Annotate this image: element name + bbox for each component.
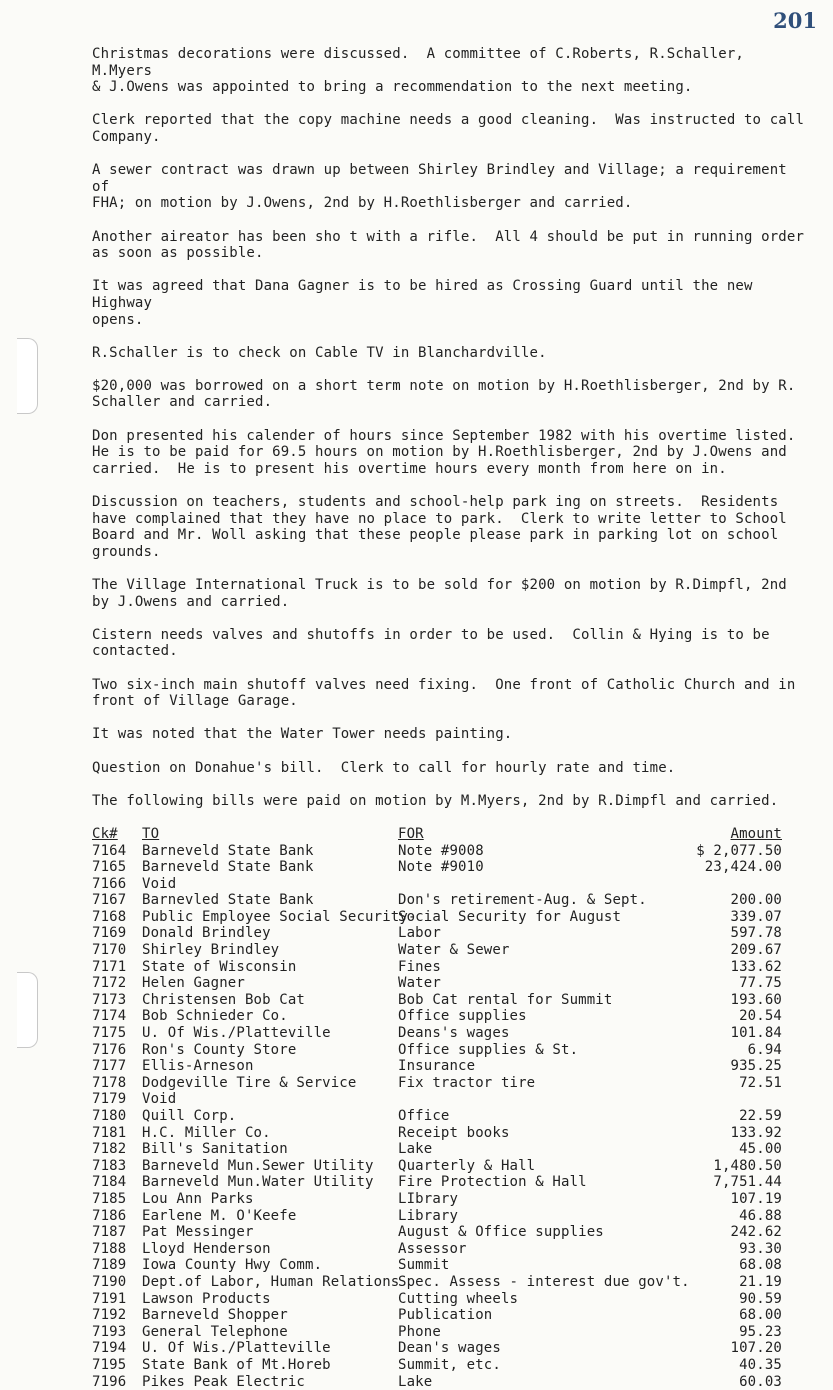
bill-check-number: 7183 bbox=[92, 1158, 142, 1175]
minutes-paragraph: Two six-inch main shutoff valves need fixing. One front of Catholic Church and in front of Village Garage. bbox=[92, 677, 807, 710]
bill-amount: 21.19 bbox=[688, 1274, 782, 1291]
bill-check-number: 7188 bbox=[92, 1241, 142, 1258]
bill-payee: Barnevled State Bank bbox=[142, 892, 398, 909]
header-for: FOR bbox=[398, 826, 688, 843]
bill-check-number: 7196 bbox=[92, 1374, 142, 1390]
bill-row bbox=[92, 1291, 782, 1308]
bill-amount: 22.59 bbox=[688, 1108, 782, 1125]
bill-row bbox=[92, 859, 782, 876]
bill-amount: 95.23 bbox=[688, 1324, 782, 1341]
bill-row bbox=[92, 1241, 782, 1258]
bill-purpose: Receipt books bbox=[398, 1125, 688, 1142]
bill-purpose: Fines bbox=[398, 959, 688, 976]
minutes-paragraph: It was agreed that Dana Gagner is to be hired as Crossing Guard until the new Highway opens. bbox=[92, 278, 807, 328]
bill-payee: U. Of Wis./Platteville bbox=[142, 1025, 398, 1042]
bill-row bbox=[92, 1091, 782, 1108]
minutes-paragraph: A sewer contract was drawn up between Shirley Brindley and Village; a requirement of FHA; on motion by J.Owens, 2nd by H.Roethlisberger and carried. bbox=[92, 162, 807, 212]
bill-check-number: 7193 bbox=[92, 1324, 142, 1341]
bill-payee: Dept.of Labor, Human Relations bbox=[142, 1274, 398, 1291]
bill-row bbox=[92, 909, 782, 926]
bills-body bbox=[92, 843, 782, 1390]
bill-purpose: Office supplies bbox=[398, 1008, 688, 1025]
bills-table bbox=[92, 826, 782, 1390]
minutes-paragraph: $20,000 was borrowed on a short term note on motion by H.Roethlisberger, 2nd by R. Schaller and carried. bbox=[92, 378, 807, 411]
bill-row bbox=[92, 942, 782, 959]
bill-payee: Barneveld Mun.Sewer Utility bbox=[142, 1158, 398, 1175]
bill-payee: State of Wisconsin bbox=[142, 959, 398, 976]
bill-purpose: LIbrary bbox=[398, 1191, 688, 1208]
bill-check-number: 7185 bbox=[92, 1191, 142, 1208]
bill-check-number: 7186 bbox=[92, 1208, 142, 1225]
bill-check-number: 7170 bbox=[92, 942, 142, 959]
bill-amount: 339.07 bbox=[688, 909, 782, 926]
bill-check-number: 7177 bbox=[92, 1058, 142, 1075]
bill-row bbox=[92, 992, 782, 1009]
bill-check-number: 7167 bbox=[92, 892, 142, 909]
bill-check-number: 7181 bbox=[92, 1125, 142, 1142]
bill-payee: Void bbox=[142, 876, 398, 893]
bill-check-number: 7176 bbox=[92, 1042, 142, 1059]
bill-purpose: Lake bbox=[398, 1141, 688, 1158]
bill-row bbox=[92, 1158, 782, 1175]
bill-amount: 20.54 bbox=[688, 1008, 782, 1025]
bill-payee: Helen Gagner bbox=[142, 975, 398, 992]
bill-amount bbox=[688, 1091, 782, 1108]
minutes-paragraph: The following bills were paid on motion by M.Myers, 2nd by R.Dimpfl and carried. bbox=[92, 793, 807, 810]
bill-row bbox=[92, 925, 782, 942]
bill-purpose: Quarterly & Hall bbox=[398, 1158, 688, 1175]
bill-purpose bbox=[398, 876, 688, 893]
bill-row bbox=[92, 843, 782, 860]
bill-purpose: Labor bbox=[398, 925, 688, 942]
minutes-paragraph: Question on Donahue's bill. Clerk to call for hourly rate and time. bbox=[92, 760, 807, 777]
bill-check-number: 7164 bbox=[92, 843, 142, 860]
minutes-paragraph: R.Schaller is to check on Cable TV in Blanchardville. bbox=[92, 345, 807, 362]
bill-row bbox=[92, 1125, 782, 1142]
bill-row bbox=[92, 1324, 782, 1341]
bill-purpose: Note #9010 bbox=[398, 859, 688, 876]
bill-purpose: Phone bbox=[398, 1324, 688, 1341]
bill-row bbox=[92, 1042, 782, 1059]
bill-check-number: 7180 bbox=[92, 1108, 142, 1125]
minutes-paragraph: It was noted that the Water Tower needs painting. bbox=[92, 726, 807, 743]
bill-amount: 60.03 bbox=[688, 1374, 782, 1390]
binder-hole-bottom bbox=[17, 972, 38, 1048]
bill-amount: 77.75 bbox=[688, 975, 782, 992]
bill-amount: 6.94 bbox=[688, 1042, 782, 1059]
bill-purpose: Water bbox=[398, 975, 688, 992]
bill-purpose: Insurance bbox=[398, 1058, 688, 1075]
bill-amount: 107.20 bbox=[688, 1340, 782, 1357]
bill-amount: 935.25 bbox=[688, 1058, 782, 1075]
bill-check-number: 7184 bbox=[92, 1174, 142, 1191]
bill-payee: Dodgeville Tire & Service bbox=[142, 1075, 398, 1092]
bill-payee: Ron's County Store bbox=[142, 1042, 398, 1059]
bill-payee: Quill Corp. bbox=[142, 1108, 398, 1125]
bill-payee: Barneveld Mun.Water Utility bbox=[142, 1174, 398, 1191]
bill-check-number: 7169 bbox=[92, 925, 142, 942]
bill-row bbox=[92, 959, 782, 976]
bill-check-number: 7179 bbox=[92, 1091, 142, 1108]
bill-purpose: Dean's wages bbox=[398, 1340, 688, 1357]
bill-amount: 133.62 bbox=[688, 959, 782, 976]
bill-amount: 93.30 bbox=[688, 1241, 782, 1258]
bill-amount: 23,424.00 bbox=[688, 859, 782, 876]
bill-check-number: 7190 bbox=[92, 1274, 142, 1291]
bill-amount: 7,751.44 bbox=[688, 1174, 782, 1191]
bill-purpose: Lake bbox=[398, 1374, 688, 1390]
bill-row bbox=[92, 1208, 782, 1225]
bill-check-number: 7194 bbox=[92, 1340, 142, 1357]
bill-row bbox=[92, 1174, 782, 1191]
bill-row bbox=[92, 1307, 782, 1324]
bill-amount: 68.00 bbox=[688, 1307, 782, 1324]
bill-purpose: Summit, etc. bbox=[398, 1357, 688, 1374]
bill-payee: Pikes Peak Electric bbox=[142, 1374, 398, 1390]
bill-check-number: 7168 bbox=[92, 909, 142, 926]
minutes-paragraph: Don presented his calender of hours since September 1982 with his overtime listed. He is to be paid for 69.5 hours on motion by H.Roethlisberger, 2nd by J.Owens and carried. He is to present his overtime hours every month from here on in. bbox=[92, 428, 807, 478]
bill-purpose: Cutting wheels bbox=[398, 1291, 688, 1308]
bill-row bbox=[92, 1357, 782, 1374]
bill-payee: Lloyd Henderson bbox=[142, 1241, 398, 1258]
bill-payee: H.C. Miller Co. bbox=[142, 1125, 398, 1142]
bill-row bbox=[92, 1075, 782, 1092]
bill-purpose: Assessor bbox=[398, 1241, 688, 1258]
bill-payee: Donald Brindley bbox=[142, 925, 398, 942]
bill-row bbox=[92, 1058, 782, 1075]
bills-header-row bbox=[92, 826, 782, 843]
bill-amount: 101.84 bbox=[688, 1025, 782, 1042]
bill-check-number: 7171 bbox=[92, 959, 142, 976]
bill-check-number: 7173 bbox=[92, 992, 142, 1009]
minutes-paragraph: The Village International Truck is to be sold for $200 on motion by R.Dimpfl, 2nd by J.Owens and carried. bbox=[92, 577, 807, 610]
bill-purpose: Don's retirement-Aug. & Sept. bbox=[398, 892, 688, 909]
bill-check-number: 7182 bbox=[92, 1141, 142, 1158]
bill-purpose: Social Security for August bbox=[398, 909, 688, 926]
bill-check-number: 7172 bbox=[92, 975, 142, 992]
bill-payee: Pat Messinger bbox=[142, 1224, 398, 1241]
header-amount: Amount bbox=[688, 826, 782, 843]
bill-check-number: 7187 bbox=[92, 1224, 142, 1241]
header-to: TO bbox=[142, 826, 398, 843]
bill-row bbox=[92, 1224, 782, 1241]
minutes-body bbox=[92, 46, 807, 1390]
minutes-paragraph: Another aireator has been sho t with a rifle. All 4 should be put in running order as soon as possible. bbox=[92, 229, 807, 262]
bill-check-number: 7178 bbox=[92, 1075, 142, 1092]
bill-purpose: August & Office supplies bbox=[398, 1224, 688, 1241]
bill-purpose: Publication bbox=[398, 1307, 688, 1324]
bill-amount: 72.51 bbox=[688, 1075, 782, 1092]
bill-row bbox=[92, 1141, 782, 1158]
bill-row bbox=[92, 1008, 782, 1025]
bill-purpose: Deans's wages bbox=[398, 1025, 688, 1042]
bill-row bbox=[92, 1257, 782, 1274]
bill-payee: Lou Ann Parks bbox=[142, 1191, 398, 1208]
bill-payee: Barneveld State Bank bbox=[142, 843, 398, 860]
bill-row bbox=[92, 1274, 782, 1291]
bill-check-number: 7174 bbox=[92, 1008, 142, 1025]
bill-payee: Bill's Sanitation bbox=[142, 1141, 398, 1158]
bill-payee: Iowa County Hwy Comm. bbox=[142, 1257, 398, 1274]
bill-amount: 597.78 bbox=[688, 925, 782, 942]
paragraph-list bbox=[92, 46, 807, 809]
bill-check-number: 7195 bbox=[92, 1357, 142, 1374]
bill-payee: Barneveld Shopper bbox=[142, 1307, 398, 1324]
bill-purpose: Water & Sewer bbox=[398, 942, 688, 959]
bill-payee: Earlene M. O'Keefe bbox=[142, 1208, 398, 1225]
bill-amount: 1,480.50 bbox=[688, 1158, 782, 1175]
bill-payee: Void bbox=[142, 1091, 398, 1108]
bill-check-number: 7192 bbox=[92, 1307, 142, 1324]
header-ck: Ck# bbox=[92, 826, 142, 843]
bill-payee: Public Employee Social Security- bbox=[142, 909, 398, 926]
bill-amount: 46.88 bbox=[688, 1208, 782, 1225]
bill-payee: Bob Schnieder Co. bbox=[142, 1008, 398, 1025]
bill-row bbox=[92, 1340, 782, 1357]
bill-check-number: 7166 bbox=[92, 876, 142, 893]
bill-payee: Ellis-Arneson bbox=[142, 1058, 398, 1075]
bill-purpose: Library bbox=[398, 1208, 688, 1225]
binder-hole-top bbox=[17, 338, 38, 414]
minutes-paragraph: Clerk reported that the copy machine needs a good cleaning. Was instructed to call Company. bbox=[92, 112, 807, 145]
bill-check-number: 7165 bbox=[92, 859, 142, 876]
bill-amount: 193.60 bbox=[688, 992, 782, 1009]
bill-amount: 40.35 bbox=[688, 1357, 782, 1374]
bill-row bbox=[92, 892, 782, 909]
bill-amount: 107.19 bbox=[688, 1191, 782, 1208]
bill-amount bbox=[688, 876, 782, 893]
page-number: 201 bbox=[773, 8, 817, 33]
bill-row bbox=[92, 1374, 782, 1390]
bill-payee: General Telephone bbox=[142, 1324, 398, 1341]
bill-payee: Barneveld State Bank bbox=[142, 859, 398, 876]
bill-amount: 200.00 bbox=[688, 892, 782, 909]
bill-purpose: Bob Cat rental for Summit bbox=[398, 992, 688, 1009]
bill-payee: U. Of Wis./Platteville bbox=[142, 1340, 398, 1357]
bill-check-number: 7191 bbox=[92, 1291, 142, 1308]
bill-check-number: 7175 bbox=[92, 1025, 142, 1042]
minutes-paragraph: Discussion on teachers, students and school-help park ing on streets. Residents have complained that they have no place to park. Clerk to write letter to School Board and Mr. Woll asking that these people please park in parking lot on school grounds. bbox=[92, 494, 807, 560]
bill-purpose bbox=[398, 1091, 688, 1108]
bill-payee: State Bank of Mt.Horeb bbox=[142, 1357, 398, 1374]
bill-purpose: Fire Protection & Hall bbox=[398, 1174, 688, 1191]
bill-amount: 90.59 bbox=[688, 1291, 782, 1308]
bill-row bbox=[92, 1108, 782, 1125]
bill-row bbox=[92, 975, 782, 992]
bill-purpose: Spec. Assess - interest due gov't. bbox=[398, 1274, 688, 1291]
bill-row bbox=[92, 1191, 782, 1208]
bill-payee: Shirley Brindley bbox=[142, 942, 398, 959]
bill-purpose: Office bbox=[398, 1108, 688, 1125]
bill-amount: 133.92 bbox=[688, 1125, 782, 1142]
bill-purpose: Note #9008 bbox=[398, 843, 688, 860]
bill-amount: 209.67 bbox=[688, 942, 782, 959]
minutes-paragraph: Christmas decorations were discussed. A committee of C.Roberts, R.Schaller, M.Myers & J.Owens was appointed to bring a recommendation to the next meeting. bbox=[92, 46, 807, 96]
bill-check-number: 7189 bbox=[92, 1257, 142, 1274]
bill-amount: 45.00 bbox=[688, 1141, 782, 1158]
bill-purpose: Office supplies & St. bbox=[398, 1042, 688, 1059]
bill-row bbox=[92, 1025, 782, 1042]
bill-payee: Christensen Bob Cat bbox=[142, 992, 398, 1009]
minutes-paragraph: Cistern needs valves and shutoffs in order to be used. Collin & Hying is to be contacted. bbox=[92, 627, 807, 660]
bill-amount: $ 2,077.50 bbox=[688, 843, 782, 860]
bill-amount: 242.62 bbox=[688, 1224, 782, 1241]
bill-amount: 68.08 bbox=[688, 1257, 782, 1274]
bill-purpose: Summit bbox=[398, 1257, 688, 1274]
bill-row bbox=[92, 876, 782, 893]
bill-payee: Lawson Products bbox=[142, 1291, 398, 1308]
bill-purpose: Fix tractor tire bbox=[398, 1075, 688, 1092]
